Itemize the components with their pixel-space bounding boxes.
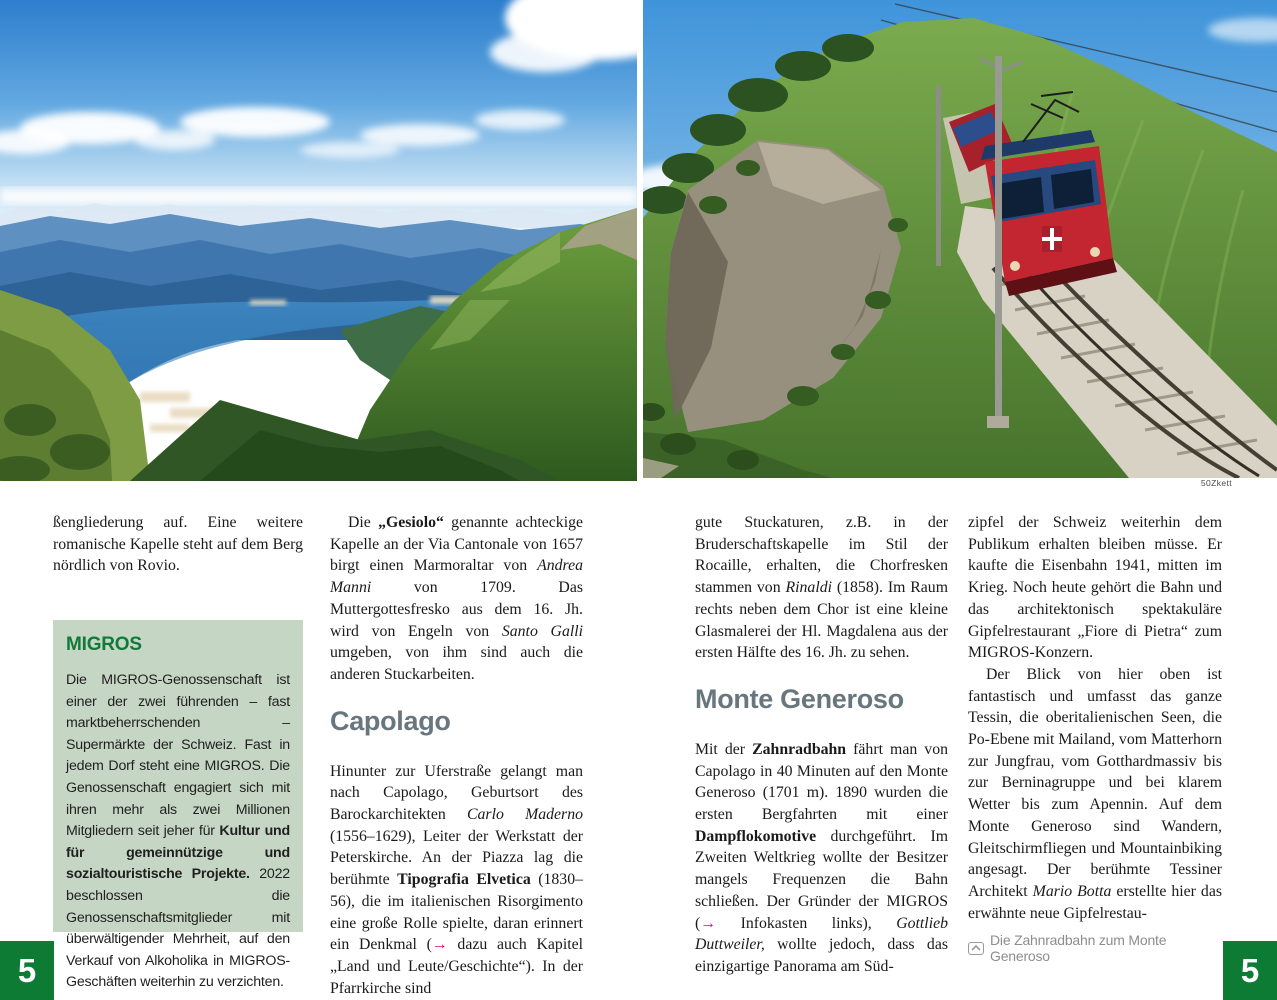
section-heading-capolago: Capolago	[330, 705, 451, 736]
text-column-1	[53, 512, 303, 991]
page-number-left: 5	[0, 941, 54, 1000]
photo-caption	[968, 932, 1222, 964]
paragraph: gute Stuckaturen, z.B. in der Bruderschaftskapelle im Stil der Rocaille, erhalten, die Chorfresken stammen von Rinaldi (1858). Im Raum rechts neben dem Chor ist eine kleine Glasmalerei der Hl. Magdalena aus der ersten Hälfte des 16. Jh. zu sehen.	[695, 514, 948, 662]
paragraph: zipfel der Schweiz weiterhin dem Publikum erhalten bleiben müsse. Er kaufte die Eisenbahn 1941, mitten im Krieg. Noch heute gehört die Bahn und das architektonisch spektakuläre Gipfelrestaurant „Fiore di Pietra“ zum MIGROS-Konzern.	[968, 514, 1222, 662]
text-column-2	[330, 512, 583, 999]
section-heading-monte-generoso: Monte Generoso	[695, 683, 904, 714]
paragraph: ßengliederung auf. Eine weitere romanische Kapelle steht auf dem Berg nördlich von Rovio.	[53, 514, 303, 575]
photo-above-icon	[968, 942, 984, 955]
lake-panorama-illustration	[0, 0, 637, 481]
paragraph: Der Blick von hier oben ist fantastisch und umfasst das ganze Tessin, die oberitalienischen Seen, die Po-Ebene mit Mailand, vom Matterhorn zur Jungfrau, vom Gotthardmassiv bis zur Berninagruppe und bei klarem Wetter bis zum Apennin. Auf dem Monte Generoso sind Wandern, Gleitschirmfliegen und Mountainbiking angesagt. Der berühmte Tessiner Architekt Mario Botta erstellte hier das erwähnte neue Gipfelrestau-	[968, 665, 1223, 922]
paragraph: Die „Gesiolo“ genannte achteckige Kapelle an der Via Cantonale von 1657 birgt einen Marmoraltar von Andrea Manni von 1709. Das Muttergottesfresko aus dem 16. Jh. wird von Engeln von Santo Galli umgeben, von ihm sind auch die anderen Stuckarbeiten.	[330, 514, 584, 683]
caption-text: Die Zahnradbahn zum Monte Generoso	[990, 932, 1167, 965]
page-number-right: 5	[1223, 941, 1277, 1000]
infobox-body: Die MIGROS-Genossenschaft ist einer der zwei führenden – fast marktbeherrschenden – Supermärkte der Schweiz. Fast in jedem Dorf steht eine MIGROS. Die Genossenschaft engagiert sich mit ihren mehr als zwei Millionen Mitgliedern seit jeher für Kultur und für gemeinnützige und sozialtouristische Projekte. 2022 beschlossen die Genossenschaftsmitglieder mit überwältigender Mehrheit, auf den Verkauf von Alkoholika in MIGROS-Geschäften weiterhin zu verzichten.	[66, 672, 290, 991]
paragraph: Mit der Zahnradbahn fährt man von Capolago in 40 Minuten auf den Monte Generoso (1701 m). 1890 wurden die ersten Bergfahrten mit einer Dampflokomotive durchgeführt. Im Zweiten Weltkrieg wollte der Besitzer mangels Frequenzen die Bahn schließen. Der Gründer der MIGROS (→ Infokasten links), Gottlieb Duttweiler, wollte jedoch, dass das einzigartige Panorama am Süd-	[695, 740, 948, 975]
infobox-title: MIGROS	[66, 634, 142, 656]
cogwheel-train-illustration	[643, 0, 1277, 478]
text-column-4	[968, 512, 1222, 964]
paragraph: Hinunter zur Uferstraße gelangt man nach Capolago, Geburtsort des Barockarchitekten Carlo Maderno (1556–1629), Leiter der Werkstatt der Peterskirche. An der Piazza lag die berühmte Tipografia Elvetica (1830–56), die im italienischen Risorgimento eine große Rolle spielte, daran erinnert ein Denkmal (→ dazu auch Kapitel „Land und Leute/Geschichte“). In der Pfarrkirche sind	[330, 762, 583, 997]
photo-credit: 50Zkett	[1200, 478, 1232, 488]
text-column-3	[695, 512, 948, 978]
photo-lake-panorama	[0, 0, 637, 481]
photo-cogwheel-train	[643, 0, 1277, 478]
migros-infobox	[53, 620, 303, 991]
